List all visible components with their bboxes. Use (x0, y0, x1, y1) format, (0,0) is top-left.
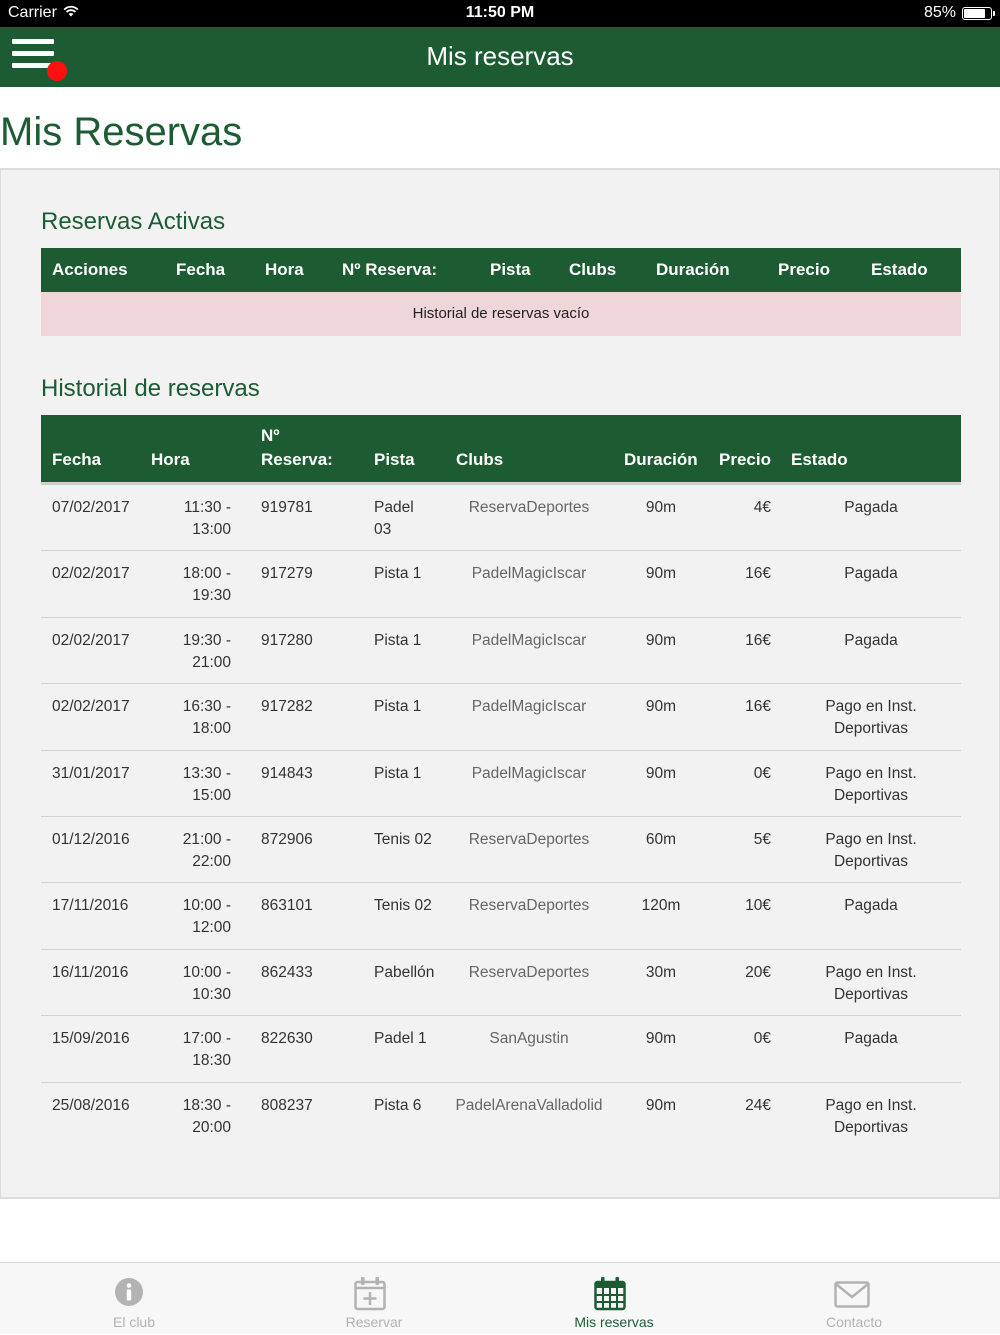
cell-fecha (52, 497, 130, 519)
cell-fecha-line: 02/02/2017 (52, 565, 130, 583)
history-title: Historial de reservas (41, 375, 260, 402)
cell-num-line: 863101 (261, 897, 313, 915)
cell-estado (791, 1028, 951, 1050)
cell-fecha-line: 02/02/2017 (52, 631, 130, 649)
cell-estado-line: Pagada (844, 499, 898, 516)
cell-hora-line: 15:00 (192, 786, 231, 804)
cell-num-line: 917279 (261, 565, 313, 583)
cell-duracion (621, 962, 701, 984)
cell-club-line: SanAgustin (489, 1030, 569, 1048)
cell-fecha (52, 763, 130, 785)
cell-duracion (621, 895, 701, 917)
cell-pista (374, 763, 449, 785)
cell-precio-line: 10€ (745, 897, 771, 915)
tab-label: Reservar (345, 1314, 403, 1330)
cell-num (261, 829, 313, 851)
history-table-header (41, 415, 961, 485)
header-fecha: Fecha (176, 260, 226, 279)
history-table-body (41, 485, 961, 1149)
cell-hora (161, 563, 231, 607)
cell-precio-line: 4€ (753, 499, 771, 516)
cell-club-line: ReservaDeportes (468, 897, 590, 915)
cell-fecha-line: 15/09/2016 (52, 1030, 130, 1048)
cell-pista-line: Pista 6 (374, 1096, 422, 1114)
cell-precio (711, 1028, 771, 1050)
cell-club (449, 1095, 609, 1117)
cell-estado (791, 1095, 951, 1139)
cell-pista (374, 1028, 449, 1050)
cell-estado-line: Pago en Inst. (825, 764, 917, 782)
table-row (41, 950, 961, 1016)
cell-precio (711, 962, 771, 984)
cell-duracion-line: 90m (645, 1030, 677, 1048)
cell-precio (711, 497, 771, 519)
cell-estado-line: Deportivas (833, 786, 909, 804)
header-duracion: Duración (624, 450, 698, 469)
envelope-icon (834, 1281, 870, 1309)
cell-hora-line: 18:30 - (182, 1096, 231, 1114)
header-hora: Hora (151, 450, 190, 469)
cell-hora-line: 10:00 - (182, 897, 231, 915)
cell-hora (161, 696, 231, 740)
header-clubs: Clubs (456, 450, 504, 469)
cell-club (449, 630, 609, 652)
cell-estado (791, 497, 951, 519)
page-title: Mis Reservas (0, 110, 243, 154)
cell-num (261, 895, 313, 917)
cell-precio-line: 5€ (753, 830, 771, 848)
cell-precio (711, 829, 771, 851)
cell-hora-line: 11:30 - (183, 499, 231, 516)
cell-duracion-line: 60m (645, 830, 677, 848)
cell-pista (374, 696, 449, 718)
cell-fecha-line: 16/11/2016 (52, 963, 129, 981)
cell-hora (161, 1095, 231, 1139)
cell-hora-line: 18:30 (192, 1052, 231, 1070)
cell-num (261, 630, 313, 652)
cell-pista-line: Pista 1 (374, 631, 422, 649)
status-bar (0, 0, 1000, 27)
table-row (41, 1016, 961, 1082)
cell-duracion-line: 90m (645, 565, 677, 583)
tab-mis-reservas[interactable] (489, 1263, 739, 1335)
header-pista: Pista (490, 260, 531, 279)
cell-precio-line: 16€ (745, 698, 771, 716)
cell-duracion-line: 90m (645, 698, 677, 716)
cell-pista-line: Pista 1 (374, 565, 422, 583)
cell-fecha-line: 02/02/2017 (52, 698, 130, 716)
cell-precio (711, 1095, 771, 1117)
tab-reservar[interactable] (249, 1263, 499, 1335)
cell-precio (711, 895, 771, 917)
cell-num-line: 917282 (261, 698, 313, 716)
cell-estado (791, 630, 951, 652)
header-num-reserva: Nº Reserva: (342, 260, 438, 279)
cell-num (261, 497, 313, 519)
cell-pista (374, 497, 449, 541)
cell-fecha (52, 895, 128, 917)
cell-estado-line: Deportivas (833, 720, 909, 738)
cell-num-line: 872906 (261, 830, 313, 848)
cell-pista-line: Pista 1 (374, 698, 422, 716)
cell-pista (374, 630, 449, 652)
cell-estado (791, 763, 951, 807)
cell-duracion (621, 1028, 701, 1050)
cell-duracion (621, 763, 701, 785)
cell-hora-line: 21:00 (192, 653, 231, 671)
cell-precio (711, 763, 771, 785)
cell-club-line: PadelMagicIscar (471, 565, 587, 583)
cell-num-line: 862433 (261, 963, 313, 981)
cell-club-line: PadelArenaValladolid (455, 1096, 603, 1114)
header-pista: Pista (374, 450, 415, 469)
empty-message: Historial de reservas vacío (41, 292, 961, 336)
cell-pista-line: Pabellón (374, 963, 435, 981)
table-row (41, 684, 961, 750)
cell-pista-line: Padel (374, 499, 414, 516)
cell-precio-line: 0€ (753, 1030, 771, 1048)
cell-club-line: PadelMagicIscar (471, 698, 587, 716)
cell-estado (791, 829, 951, 873)
cell-club-line: PadelMagicIscar (471, 631, 587, 649)
cell-duracion-line: 120m (641, 897, 681, 915)
tab-label: Mis reservas (574, 1314, 654, 1330)
header-precio: Precio (778, 260, 830, 279)
cell-hora-line: 12:00 (192, 919, 231, 937)
cell-estado-line: Deportivas (833, 1118, 909, 1136)
cell-hora-line: 19:30 - (182, 631, 231, 649)
cell-hora-line: 21:00 - (182, 830, 231, 848)
cell-fecha-line: 25/08/2016 (52, 1096, 130, 1114)
header-clubs: Clubs (569, 260, 617, 279)
cell-estado-line: Pago en Inst. (825, 698, 917, 716)
cell-precio (711, 563, 771, 585)
cell-estado-line: Pagada (844, 1030, 898, 1048)
cell-pista-line: Padel 1 (374, 1030, 427, 1048)
header-num-line2: Reserva: (261, 450, 333, 469)
cell-num (261, 1028, 313, 1050)
cell-fecha (52, 829, 130, 851)
cell-hora-line: 18:00 - (182, 565, 231, 583)
cell-duracion-line: 90m (645, 631, 677, 649)
cell-estado (791, 563, 951, 585)
table-row (41, 1083, 961, 1149)
cell-fecha-line: 07/02/2017 (52, 499, 130, 516)
cell-precio-line: 0€ (753, 764, 771, 782)
cell-num-line: 914843 (261, 764, 313, 782)
header-estado: Estado (791, 450, 848, 469)
header-num-line1: Nº (261, 426, 280, 445)
cell-club (449, 763, 609, 785)
cell-num-line: 822630 (261, 1030, 313, 1048)
cell-hora-line: 19:30 (192, 587, 231, 605)
carrier-label: Carrier (8, 4, 57, 21)
table-row (41, 485, 961, 551)
cell-precio-line: 16€ (745, 565, 771, 583)
battery-icon (962, 7, 992, 20)
cell-pista-line: Tenis 02 (374, 897, 432, 915)
tab-label: El club (112, 1314, 156, 1330)
active-table-header (41, 248, 961, 292)
cell-club (449, 696, 609, 718)
cell-hora-line: 13:30 - (182, 764, 231, 782)
cell-estado-line: Deportivas (833, 852, 909, 870)
header-precio: Precio (719, 450, 771, 469)
header-fecha: Fecha (52, 450, 102, 469)
cell-fecha (52, 696, 130, 718)
cell-club-line: ReservaDeportes (468, 830, 590, 848)
cell-club (449, 563, 609, 585)
cell-precio (711, 696, 771, 718)
calendar-grid-icon (594, 1277, 626, 1311)
cell-club (449, 1028, 609, 1050)
cell-duracion-line: 30m (645, 963, 677, 981)
cell-pista (374, 1095, 449, 1117)
tab-label: Contacto (825, 1314, 883, 1330)
cell-club-line: ReservaDeportes (468, 499, 590, 516)
cell-num-line: 917280 (261, 631, 313, 649)
table-row (41, 817, 961, 883)
active-reservations-title: Reservas Activas (41, 208, 226, 235)
cell-num-line: 919781 (261, 499, 313, 516)
cell-estado-line: Pagada (844, 631, 898, 649)
calendar-plus-icon (354, 1277, 386, 1311)
cell-hora (161, 630, 231, 674)
cell-hora-line: 16:30 - (182, 698, 231, 716)
cell-club (449, 497, 609, 519)
cell-hora-line: 13:00 (192, 521, 231, 538)
cell-hora (161, 1028, 231, 1072)
clock: 11:50 PM (465, 4, 535, 21)
cell-fecha (52, 962, 128, 984)
header-estado: Estado (871, 260, 928, 279)
cell-pista (374, 829, 449, 851)
header-duracion: Duración (656, 260, 730, 279)
cell-club (449, 962, 609, 984)
cell-fecha-line: 17/11/2016 (52, 897, 129, 915)
table-row (41, 618, 961, 684)
cell-precio-line: 20€ (745, 963, 771, 981)
cell-precio-line: 16€ (745, 631, 771, 649)
header-hora: Hora (265, 260, 304, 279)
cell-hora (161, 895, 231, 939)
cell-duracion (621, 1095, 701, 1117)
cell-estado-line: Deportivas (833, 985, 909, 1003)
table-row (41, 751, 961, 817)
cell-duracion-line: 90m (645, 499, 677, 516)
cell-hora (161, 497, 231, 541)
cell-duracion (621, 563, 701, 585)
cell-estado-line: Pagada (844, 897, 898, 915)
cell-pista (374, 563, 449, 585)
cell-club-line: ReservaDeportes (468, 963, 590, 981)
cell-num (261, 563, 313, 585)
cell-estado (791, 962, 951, 1006)
cell-hora (161, 763, 231, 807)
cell-duracion-line: 90m (645, 764, 677, 782)
cell-estado-line: Pagada (844, 565, 898, 583)
cell-estado (791, 696, 951, 740)
cell-fecha-line: 01/12/2016 (52, 830, 130, 848)
cell-pista-line: Pista 1 (374, 764, 422, 782)
nav-title: Mis reservas (426, 41, 574, 71)
cell-pista (374, 962, 449, 984)
cell-hora-line: 10:00 - (182, 963, 231, 981)
cell-hora-line: 17:00 - (182, 1030, 231, 1048)
cell-estado-line: Pago en Inst. (825, 830, 917, 848)
info-icon (114, 1277, 144, 1307)
battery-percent: 85% (923, 4, 956, 21)
cell-num (261, 962, 313, 984)
tab-contacto[interactable] (729, 1263, 979, 1335)
cell-fecha-line: 31/01/2017 (52, 764, 130, 782)
cell-precio (711, 630, 771, 652)
tab-bar (0, 1262, 1000, 1334)
cell-fecha (52, 1028, 130, 1050)
cell-club (449, 829, 609, 851)
cell-fecha (52, 630, 130, 652)
cell-duracion (621, 829, 701, 851)
cell-hora (161, 962, 231, 1006)
cell-hora-line: 20:00 (192, 1118, 231, 1136)
cell-num-line: 808237 (261, 1096, 313, 1114)
nav-bar (0, 27, 1000, 87)
cell-precio-line: 24€ (745, 1096, 771, 1114)
cell-club-line: PadelMagicIscar (471, 764, 587, 782)
cell-hora-line: 22:00 (192, 852, 231, 870)
cell-num (261, 763, 313, 785)
cell-estado-line: Pago en Inst. (825, 1096, 917, 1114)
cell-pista (374, 895, 449, 917)
cell-num (261, 696, 313, 718)
cell-duracion-line: 90m (645, 1096, 677, 1114)
cell-duracion (621, 630, 701, 652)
tab-el-club[interactable] (9, 1263, 259, 1335)
cell-estado (791, 895, 951, 917)
cell-hora-line: 18:00 (192, 720, 231, 738)
cell-num (261, 1095, 313, 1117)
cell-hora-line: 10:30 (192, 985, 231, 1003)
cell-fecha (52, 1095, 130, 1117)
cell-duracion (621, 696, 701, 718)
table-row (41, 551, 961, 617)
header-acciones: Acciones (52, 260, 128, 279)
cell-hora (161, 829, 231, 873)
reservations-panel (0, 168, 1000, 1199)
cell-pista-line: 03 (374, 521, 392, 538)
cell-club (449, 895, 609, 917)
cell-pista-line: Tenis 02 (374, 830, 432, 848)
table-row (41, 883, 961, 949)
cell-fecha (52, 563, 130, 585)
cell-duracion (621, 497, 701, 519)
cell-estado-line: Pago en Inst. (825, 963, 917, 981)
